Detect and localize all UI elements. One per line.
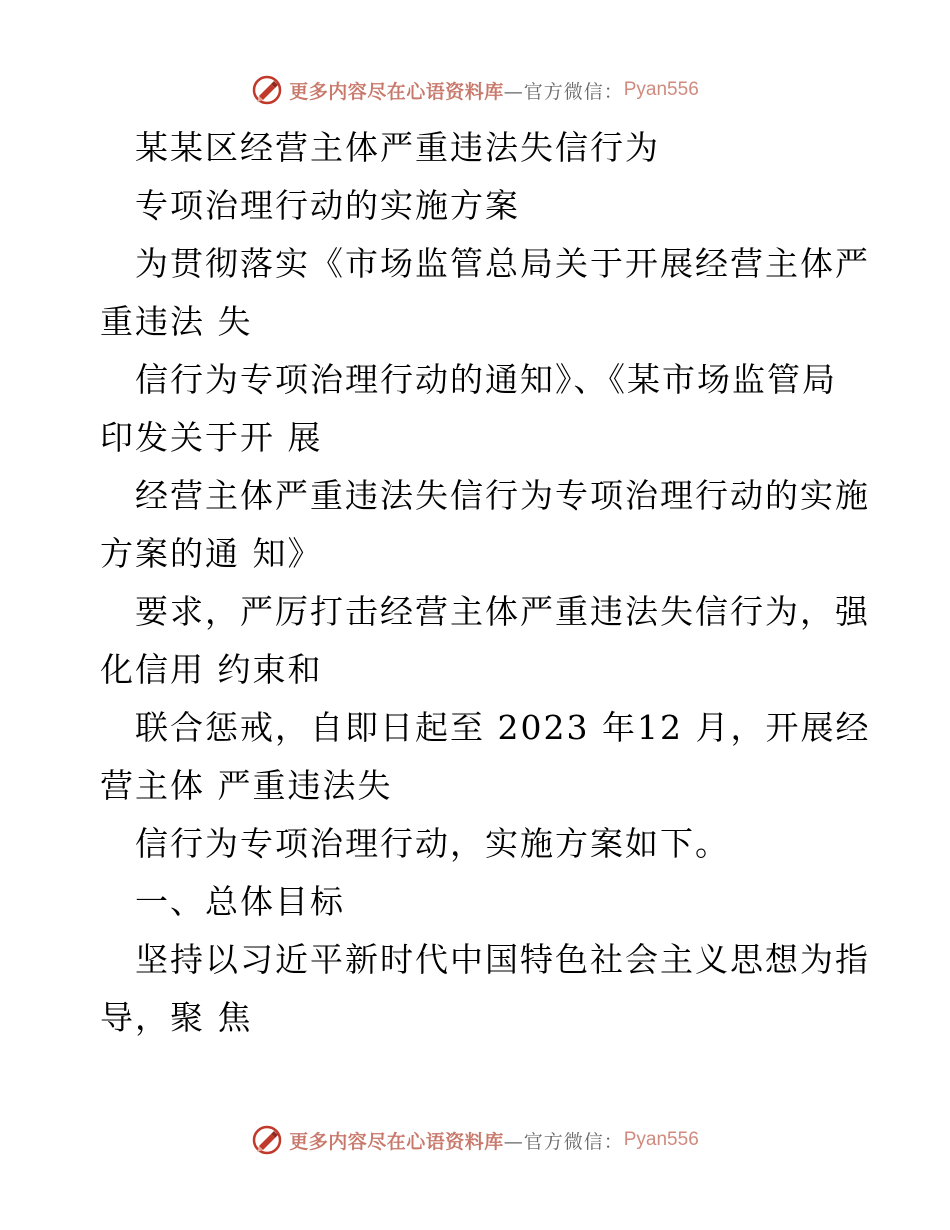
banner-title: 更多内容尽在心语资料库 (289, 80, 504, 103)
banner-subtitle: —官方微信： (503, 80, 624, 103)
paragraph-line: 坚持以习近平新时代中国特色社会主义思想为指 (135, 940, 870, 979)
footer-banner (0, 1120, 950, 1160)
paragraph-line: 重违法 失 (100, 302, 253, 341)
paragraph-line: 信行为专项治理行动，实施方案如下。 (135, 824, 730, 863)
banner-subtitle: —官方微信： (503, 1130, 624, 1153)
banner-wechat-id: Pyan556 (623, 1129, 699, 1150)
section-heading: 一、总体目标 (135, 882, 345, 921)
doc-title-line-2: 专项治理行动的实施方案 (135, 186, 520, 225)
pen-logo-icon (251, 74, 283, 106)
paragraph-line: 导，聚 焦 (100, 998, 253, 1037)
paragraph-line: 化信用 约束和 (100, 650, 323, 689)
doc-title-line-1: 某某区经营主体严重违法失信行为 (135, 128, 660, 167)
paragraph-line: 为贯彻落实《市场监管总局关于开展经营主体严 (135, 244, 870, 283)
paragraph-line: 方案的通 知》 (100, 534, 323, 573)
paragraph-line: 要求，严厉打击经营主体严重违法失信行为，强 (135, 592, 870, 631)
pen-logo-icon (251, 1124, 283, 1156)
paragraph-line: 经营主体严重违法失信行为专项治理行动的实施 (135, 476, 870, 515)
paragraph-line: 联合惩戒，自即日起至 2023 年12 月，开展经 (135, 708, 871, 747)
paragraph-line: 印发关于开 展 (100, 418, 323, 457)
banner-wechat-id: Pyan556 (623, 79, 699, 100)
banner-title: 更多内容尽在心语资料库 (289, 1130, 504, 1153)
header-banner (0, 70, 950, 110)
paragraph-line: 营主体 严重违法失 (100, 766, 393, 805)
paragraph-line: 信行为专项治理行动的通知》、《某市场监管局 (135, 360, 837, 399)
